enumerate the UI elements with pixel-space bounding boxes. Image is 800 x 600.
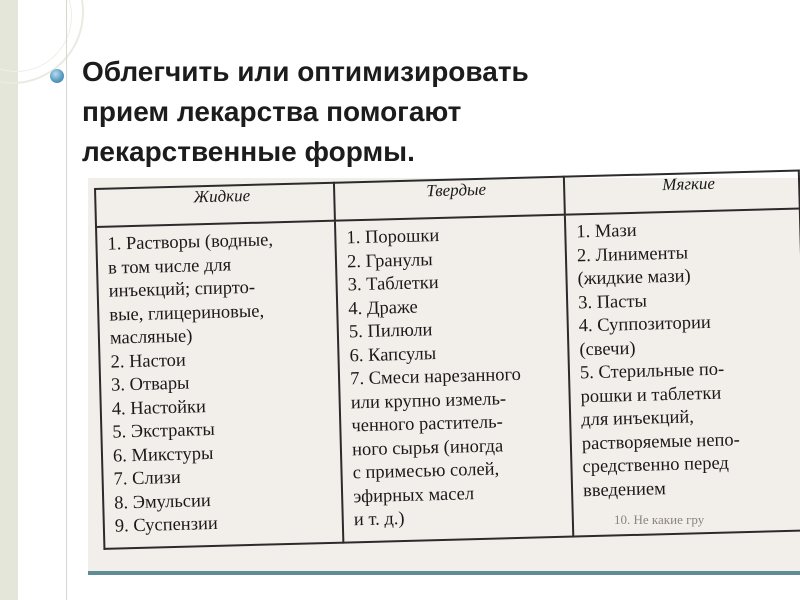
list-item: 4. Драже — [348, 297, 418, 319]
list-item: (свечи) — [579, 338, 636, 360]
bullet-icon — [50, 69, 64, 83]
list-item: 6. Микстуры — [112, 443, 214, 467]
list-item: 4. Настойки — [111, 396, 207, 420]
list-item: 3. Отвары — [110, 373, 190, 396]
list-item: ного сырья (иногда — [351, 435, 504, 460]
list-item: 5. Экстракты — [112, 419, 216, 443]
list-item: 7. Смеси нарезанного — [349, 364, 522, 390]
heading-line: прием лекарства помогают — [82, 96, 462, 127]
list-item: или крупно измель- — [350, 388, 507, 413]
list-item: 9. Суспензии — [114, 513, 219, 537]
list-item: с примесью солей, — [352, 459, 500, 484]
list-item: 5. Пилюли — [348, 320, 433, 343]
list-item: рошки и таблетки — [580, 383, 722, 407]
list-item: 7. Слизи — [113, 467, 182, 490]
list-item: (жидкие мази) — [577, 266, 691, 290]
list-item: 1. Мази — [576, 220, 637, 243]
list-item: эфирных масел — [353, 483, 475, 507]
list-item: 8. Эмульсии — [113, 490, 212, 514]
list-item: средственно перед — [582, 453, 730, 478]
scan-bleed-text: 10. Не какие гру — [614, 512, 705, 527]
list-item: масляные) — [109, 326, 193, 349]
heading-line: лекарственные формы. — [82, 136, 415, 167]
list-item: 2. Линименты — [576, 242, 689, 266]
list-item: 4. Суппозитории — [578, 312, 712, 337]
solid-forms-cell — [335, 215, 573, 542]
list-item: 5. Стерильные по- — [579, 359, 725, 384]
list-item: 6. Капсулы — [349, 343, 437, 366]
list-item: и т. д.) — [353, 508, 405, 531]
dosage-forms-table — [94, 170, 800, 550]
list-item: 1. Растворы (водные, — [107, 230, 274, 255]
list-item: 3. Пасты — [577, 291, 648, 313]
list-item: в том числе для — [107, 254, 232, 279]
list-item: 2. Настои — [110, 350, 187, 373]
header-soft: Мягкие — [564, 171, 800, 215]
list-item: для инъекций, — [581, 407, 695, 431]
list-item: ченного раститель- — [351, 412, 504, 437]
header-solid: Твердые — [334, 177, 565, 221]
heading-line: Облегчить или оптимизировать — [82, 56, 529, 87]
slide-heading — [82, 52, 682, 172]
list-item: инъекций; спирто- — [108, 277, 256, 302]
soft-forms-cell — [565, 209, 800, 537]
list-item: вые, глицериновые, — [109, 301, 265, 326]
list-item: 1. Порошки — [346, 225, 440, 249]
list-item: 2. Гранулы — [346, 249, 433, 272]
table-row — [96, 209, 800, 549]
left-decor-band — [0, 0, 18, 600]
header-liquid: Жидкие — [95, 183, 335, 227]
list-item: растворяемые непо- — [581, 429, 741, 454]
liquid-forms-cell — [96, 221, 343, 549]
list-item: 3. Таблетки — [347, 273, 439, 296]
list-item: введением — [582, 478, 667, 501]
